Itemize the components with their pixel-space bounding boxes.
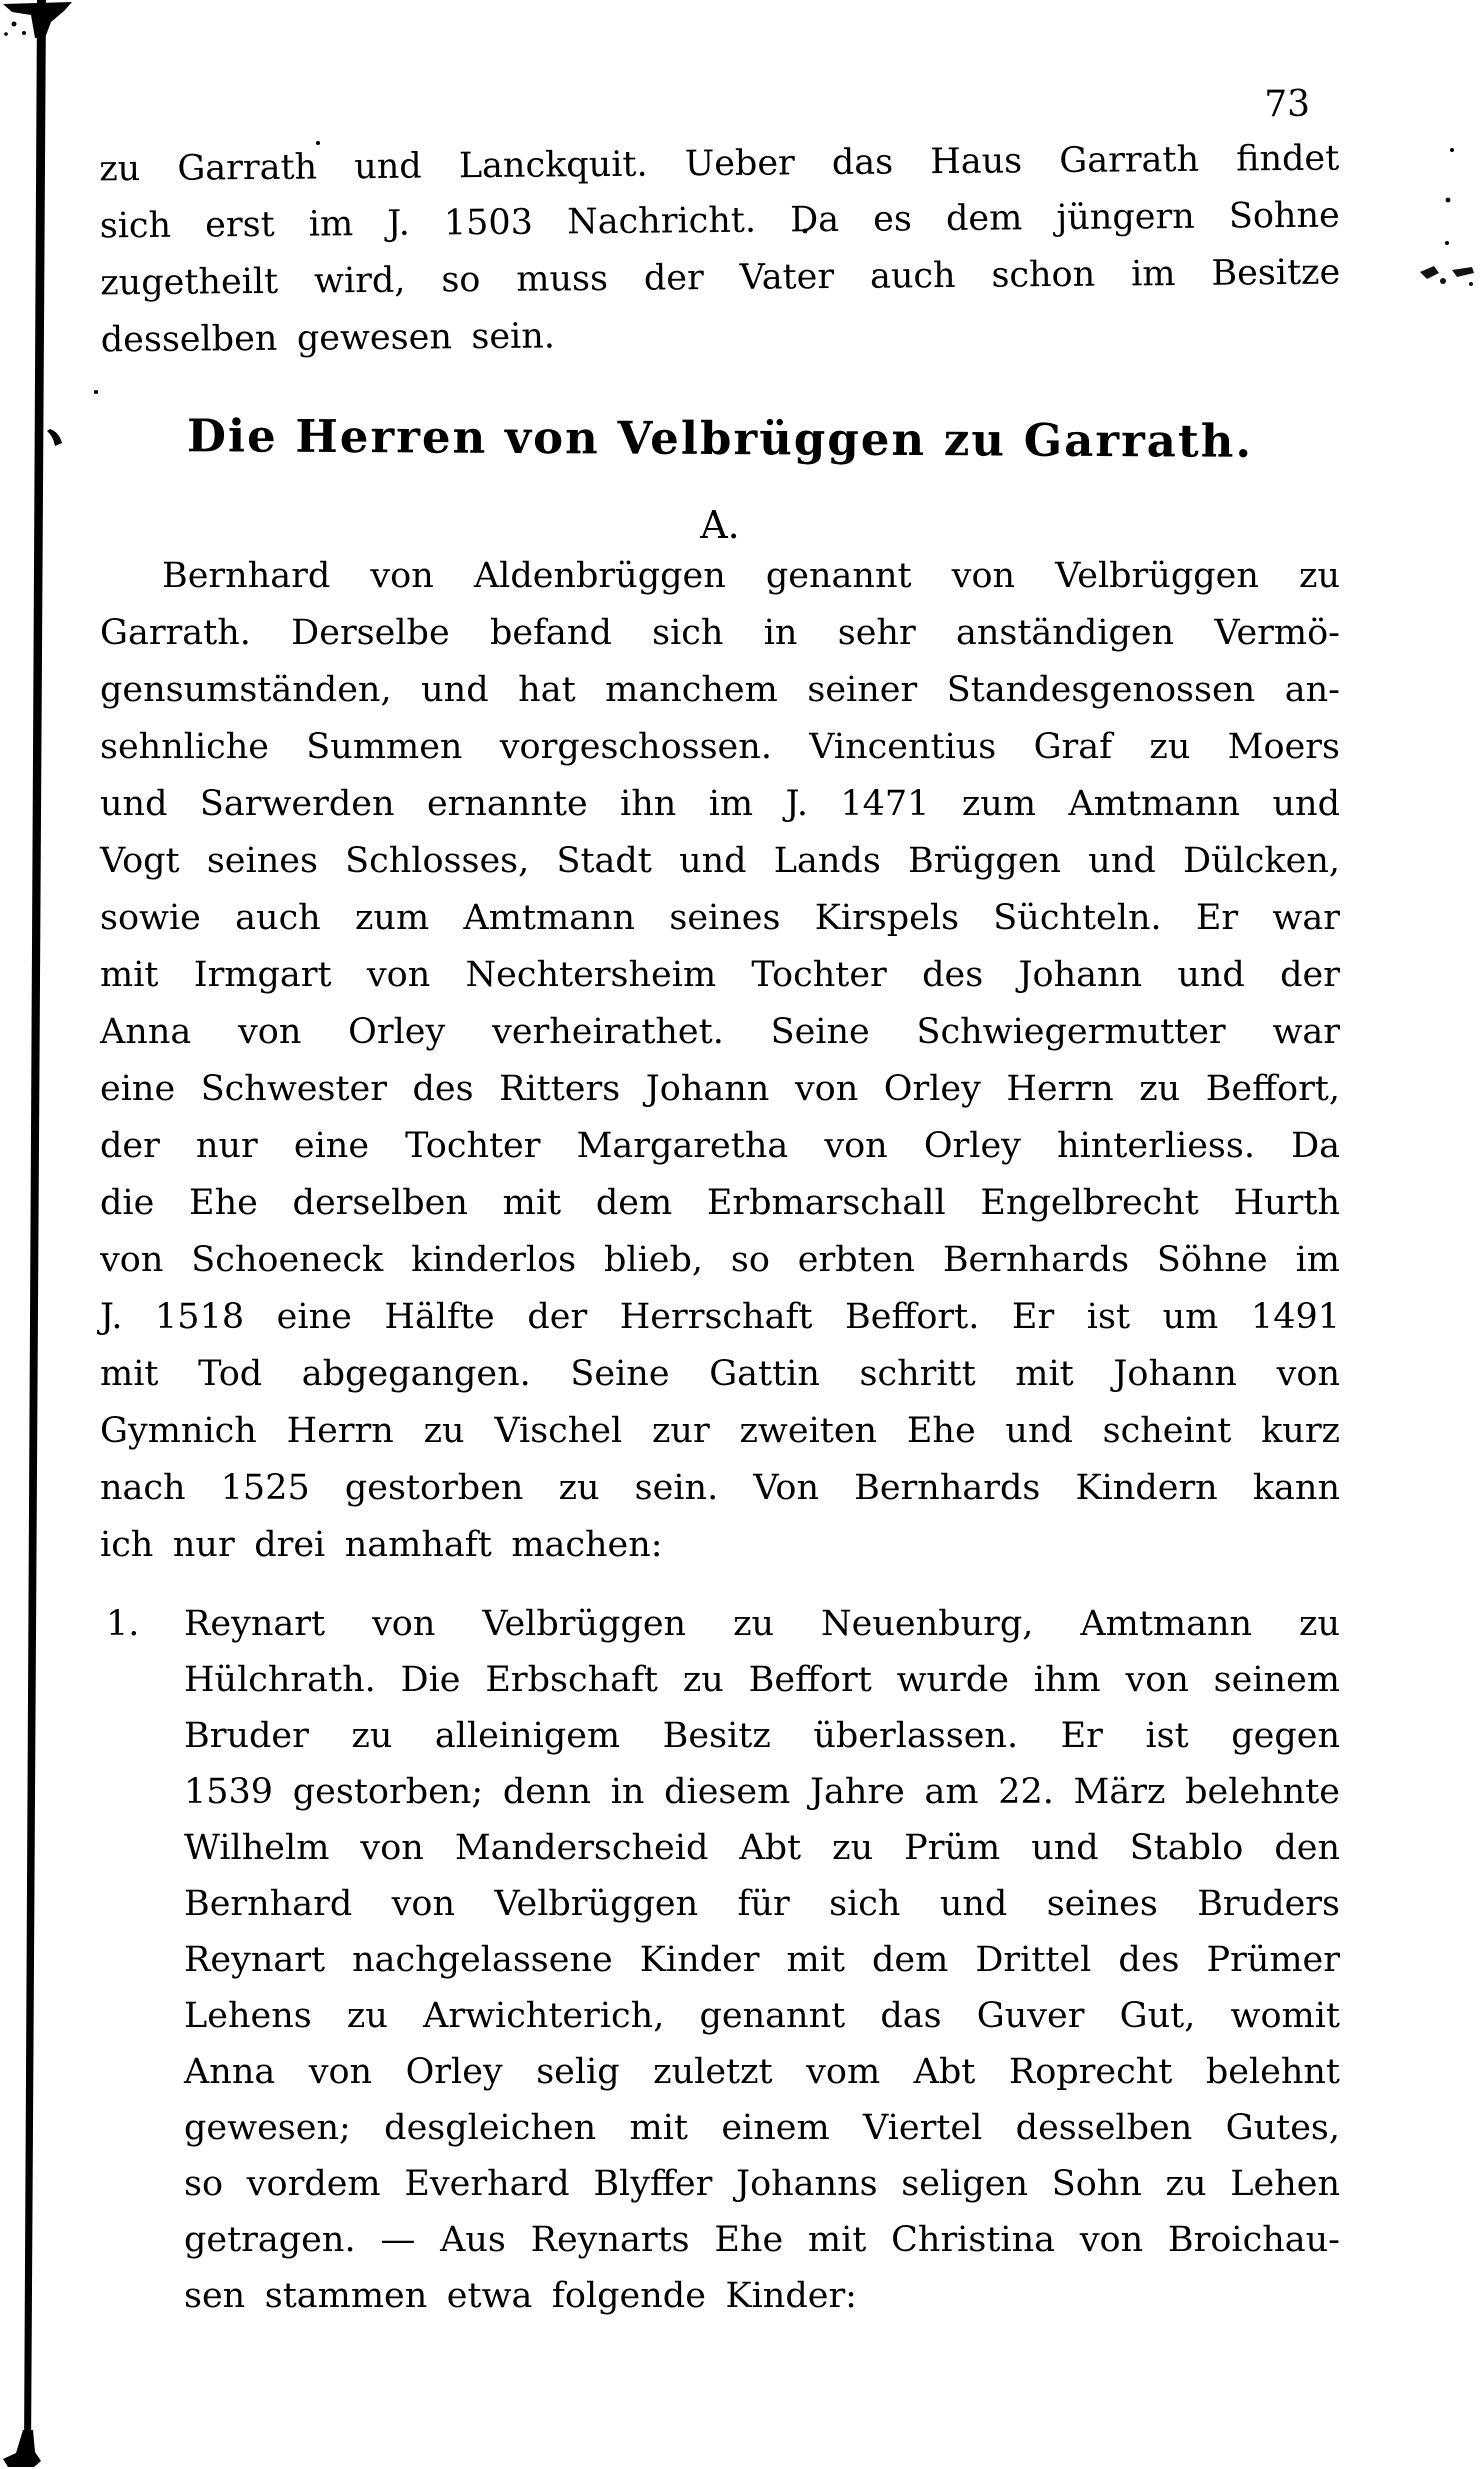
text-line: sowie auch zum Amtmann seines Kirspels Süchteln. Er war — [100, 898, 1340, 938]
intro-paragraph — [99, 131, 1341, 370]
list-number: 1. — [106, 1604, 140, 1644]
text-line: 1539 gestorben; denn in diesem Jahre am 22. März belehnte — [184, 1772, 1340, 1812]
list-item-1 — [100, 1596, 1340, 2324]
text-line: Bruder zu alleinigem Besitz überlassen. Er ist gegen — [184, 1716, 1340, 1756]
text-line: der nur eine Tochter Margaretha von Orley hinterliess. Da — [100, 1126, 1340, 1166]
text-line: ich nur drei namhaft machen: — [100, 1525, 663, 1565]
text-line: Wilhelm von Manderscheid Abt zu Prüm und Stablo den — [184, 1828, 1340, 1868]
text-line: Vogt seines Schlosses, Stadt und Lands Brüggen und Dülcken, — [100, 841, 1340, 881]
text-line: und Sarwerden ernannte ihn im J. 1471 zum Amtmann und — [100, 784, 1340, 824]
bernhard-paragraph — [100, 548, 1340, 1574]
text-line: nach 1525 gestorben zu sein. Von Bernhards Kindern kann — [100, 1468, 1340, 1508]
text-line: Gymnich Herrn zu Vischel zur zweiten Ehe und scheint kurz — [100, 1411, 1340, 1451]
text-line: zu Garrath und Lanckquit. Ueber das Haus Garrath findet — [99, 138, 1340, 190]
section-heading: Die Herren von Velbrüggen zu Garrath. — [186, 409, 1254, 468]
text-line: Garrath. Derselbe befand sich in sehr anständigen Vermö- — [100, 613, 1340, 653]
text-line: gewesen; desgleichen mit einem Viertel desselben Gutes, — [184, 2108, 1340, 2148]
text-line: gensumständen, und hat manchem seiner Standesgenossen an- — [100, 670, 1340, 710]
text-line: sehnliche Summen vorgeschossen. Vincentius Graf zu Moers — [100, 727, 1340, 767]
text-line: mit Tod abgegangen. Seine Gattin schritt mit Johann von — [100, 1354, 1340, 1394]
text-line: von Schoeneck kinderlos blieb, so erbten Bernhards Söhne im — [100, 1240, 1340, 1280]
text-line: sich erst im J. 1503 Nachricht. Da es dem jüngern Sohne — [99, 195, 1340, 247]
subsection-label: A. — [700, 503, 740, 547]
text-line: Anna von Orley verheirathet. Seine Schwiegermutter war — [100, 1012, 1340, 1052]
text-line: so vordem Everhard Blyffer Johanns seligen Sohn zu Lehen — [184, 2164, 1340, 2204]
text-line: Bernhard von Aldenbrüggen genannt von Velbrüggen zu — [162, 556, 1340, 596]
page-number: 73 — [1264, 84, 1310, 125]
text-line: mit Irmgart von Nechtersheim Tochter des Johann und der — [100, 955, 1340, 995]
text-line: desselben gewesen sein. — [100, 316, 556, 361]
text-line: die Ehe derselben mit dem Erbmarschall Engelbrecht Hurth — [100, 1183, 1340, 1223]
list-item-text — [100, 1596, 1340, 2324]
text-line: eine Schwester des Ritters Johann von Orley Herrn zu Beffort, — [100, 1069, 1340, 1109]
text-line: Anna von Orley selig zuletzt vom Abt Roprecht belehnt — [184, 2052, 1340, 2092]
text-line: getragen. — Aus Reynarts Ehe mit Christina von Broichau- — [184, 2220, 1340, 2260]
text-line: zugetheilt wird, so muss der Vater auch schon im Besitze — [100, 252, 1341, 304]
text-line: Reynart von Velbrüggen zu Neuenburg, Amtmann zu — [184, 1604, 1340, 1644]
text-line: Reynart nachgelassene Kinder mit dem Drittel des Prümer — [184, 1940, 1340, 1980]
text-line: Hülchrath. Die Erbschaft zu Beffort wurde ihm von seinem — [184, 1660, 1340, 1700]
text-line: sen stammen etwa folgende Kinder: — [184, 2276, 857, 2316]
text-line: Lehens zu Arwichterich, genannt das Guver Gut, womit — [184, 1996, 1340, 2036]
text-line: Bernhard von Velbrüggen für sich und seines Bruders — [184, 1884, 1340, 1924]
text-line: J. 1518 eine Hälfte der Herrschaft Beffort. Er ist um 1491 — [100, 1297, 1340, 1337]
